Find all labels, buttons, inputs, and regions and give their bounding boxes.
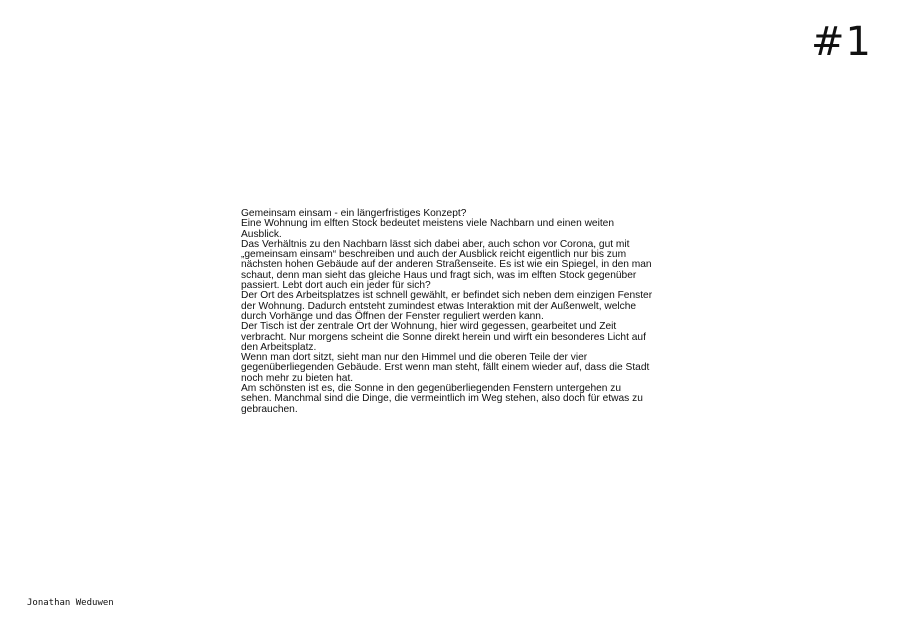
paragraph: Das Verhältnis zu den Nachbarn lässt sich dabei aber, auch schon vor Corona, gut mit „gemeinsam einsam“ beschreiben und auch der Ausblick reicht eigentlich nur bis zum nächsten hohen Gebäude auf der anderen Straßenseite. Es ist wie ein Spiegel, in den man schaut, denn man sieht das gleiche Haus und fragt sich, was im elften Stock gegenüber passiert. Lebt dort auch ein jeder für sich?	[241, 238, 652, 292]
paragraph: Wenn man dort sitzt, sieht man nur den Himmel und die oberen Teile der vier gegenüberliegenden Gebäude. Erst wenn man steht, fällt einem wieder auf, dass die Stadt noch mehr zu bieten hat.	[241, 352, 650, 384]
page-number: #1	[811, 19, 872, 65]
paragraph: Eine Wohnung im elften Stock bedeutet meistens viele Nachbarn und einen weiten Ausblick.	[241, 218, 615, 240]
body-text	[241, 209, 653, 415]
paragraph: Der Ort des Arbeitsplatzes ist schnell gewählt, er befindet sich neben dem einzigen Fenster der Wohnung. Dadurch entsteht zumindest etwas Interaktion mit der Außenwelt, welche durch Vorhänge und das Öffnen der Fenster reguliert werden kann.	[241, 290, 653, 322]
paragraph: Am schönsten ist es, die Sonne in den gegenüberliegenden Fenstern untergehen zu sehen. Manchmal sind die Dinge, die vermeintlich im Weg stehen, also doch für etwas zu gebrauchen.	[241, 383, 643, 415]
author-name: Jonathan Weduwen	[27, 598, 114, 608]
paragraph: Der Tisch ist der zentrale Ort der Wohnung, hier wird gegessen, gearbeitet und Zeit verbracht. Nur morgens scheint die Sonne direkt herein und wirft ein besonderes Licht auf den Arbeitsplatz.	[241, 321, 646, 353]
text-title: Gemeinsam einsam - ein längerfristiges Konzept?	[241, 208, 467, 219]
